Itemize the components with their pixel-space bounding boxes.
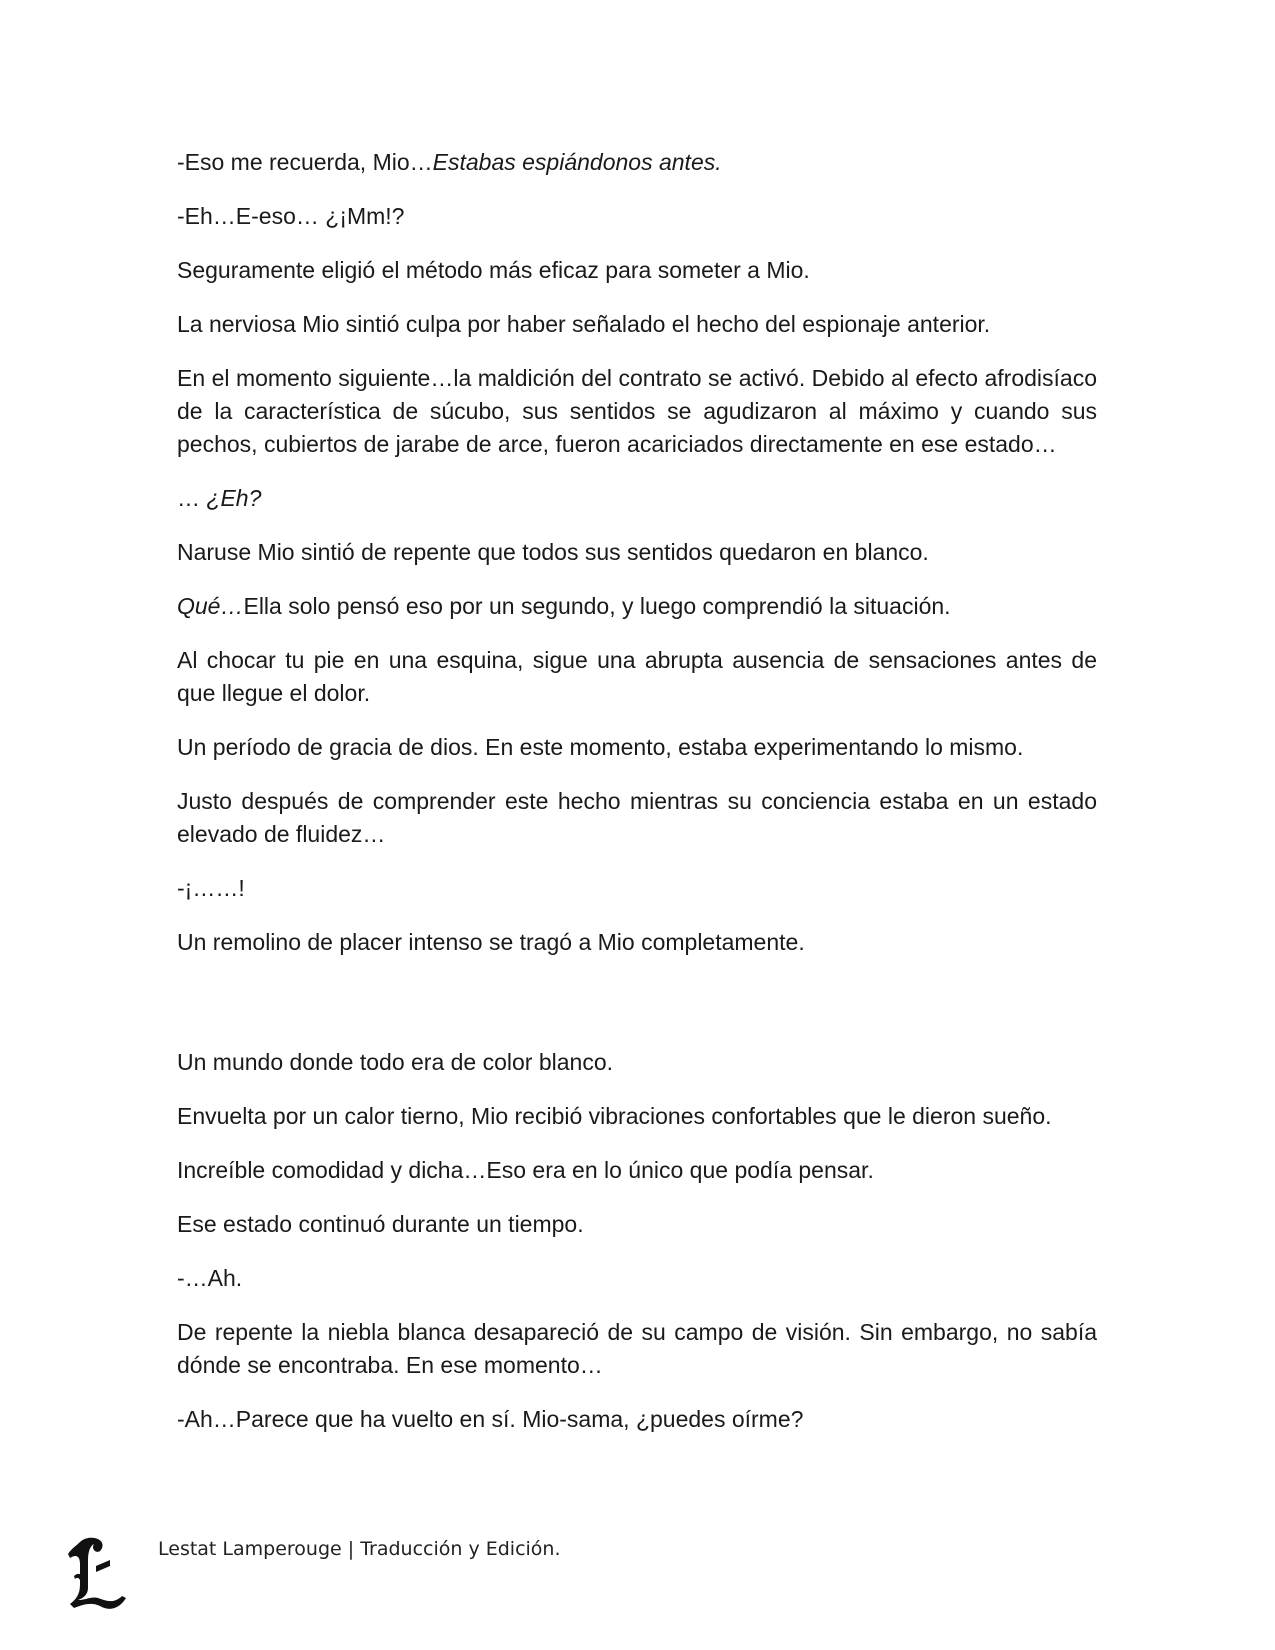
paragraph: … ¿Eh? — [177, 485, 262, 511]
paragraph: De repente la niebla blanca desapareció de su campo de visión. Sin embargo, no sabía dónde se encontraba. En ese momento… — [177, 1319, 1097, 1378]
paragraph: La nerviosa Mio sintió culpa por haber señalado el hecho del espionaje anterior. — [177, 311, 991, 337]
paragraph: Al chocar tu pie en una esquina, sigue una abrupta ausencia de sensaciones antes de que llegue el dolor. — [177, 647, 1097, 706]
paragraph: Justo después de comprender este hecho mientras su conciencia estaba en un estado elevado de fluidez… — [177, 788, 1097, 847]
paragraph: Naruse Mio sintió de repente que todos sus sentidos quedaron en blanco. — [177, 539, 929, 565]
paragraph: Envuelta por un calor tierno, Mio recibió vibraciones confortables que le dieron sueño. — [177, 1103, 1052, 1129]
page-footer — [66, 1536, 766, 1616]
footer-credit: Lestat Lamperouge | Traducción y Edición. — [158, 1538, 561, 1560]
paragraph: Qué…Ella solo pensó eso por un segundo, y luego comprendió la situación. — [177, 593, 951, 619]
gothic-l-logo — [66, 1536, 128, 1610]
paragraph: -Eh…E-eso… ¿¡Mm!? — [177, 203, 405, 229]
paragraph: Un período de gracia de dios. En este momento, estaba experimentando lo mismo. — [177, 734, 1024, 760]
paragraph: -¡……! — [177, 875, 245, 901]
page-body — [177, 146, 1097, 1457]
paragraph: En el momento siguiente…la maldición del contrato se activó. Debido al efecto afrodisíaco de la característica de súcubo, sus sentidos se agudizaron al máximo y cuando sus pechos, cubiertos de jarabe de arce, fueron acariciados directamente en ese estado… — [177, 365, 1097, 457]
paragraph: -Eso me recuerda, Mio…Estabas espiándonos antes. — [177, 149, 722, 175]
paragraph: -…Ah. — [177, 1265, 243, 1291]
paragraph: Seguramente eligió el método más eficaz para someter a Mio. — [177, 257, 810, 283]
paragraph: Increíble comodidad y dicha…Eso era en lo único que podía pensar. — [177, 1157, 874, 1183]
paragraph: Un remolino de placer intenso se tragó a Mio completamente. — [177, 929, 805, 955]
paragraph: Un mundo donde todo era de color blanco. — [177, 1049, 614, 1075]
paragraph: -Ah…Parece que ha vuelto en sí. Mio-sama, ¿puedes oírme? — [177, 1406, 804, 1432]
paragraph: Ese estado continuó durante un tiempo. — [177, 1211, 584, 1237]
